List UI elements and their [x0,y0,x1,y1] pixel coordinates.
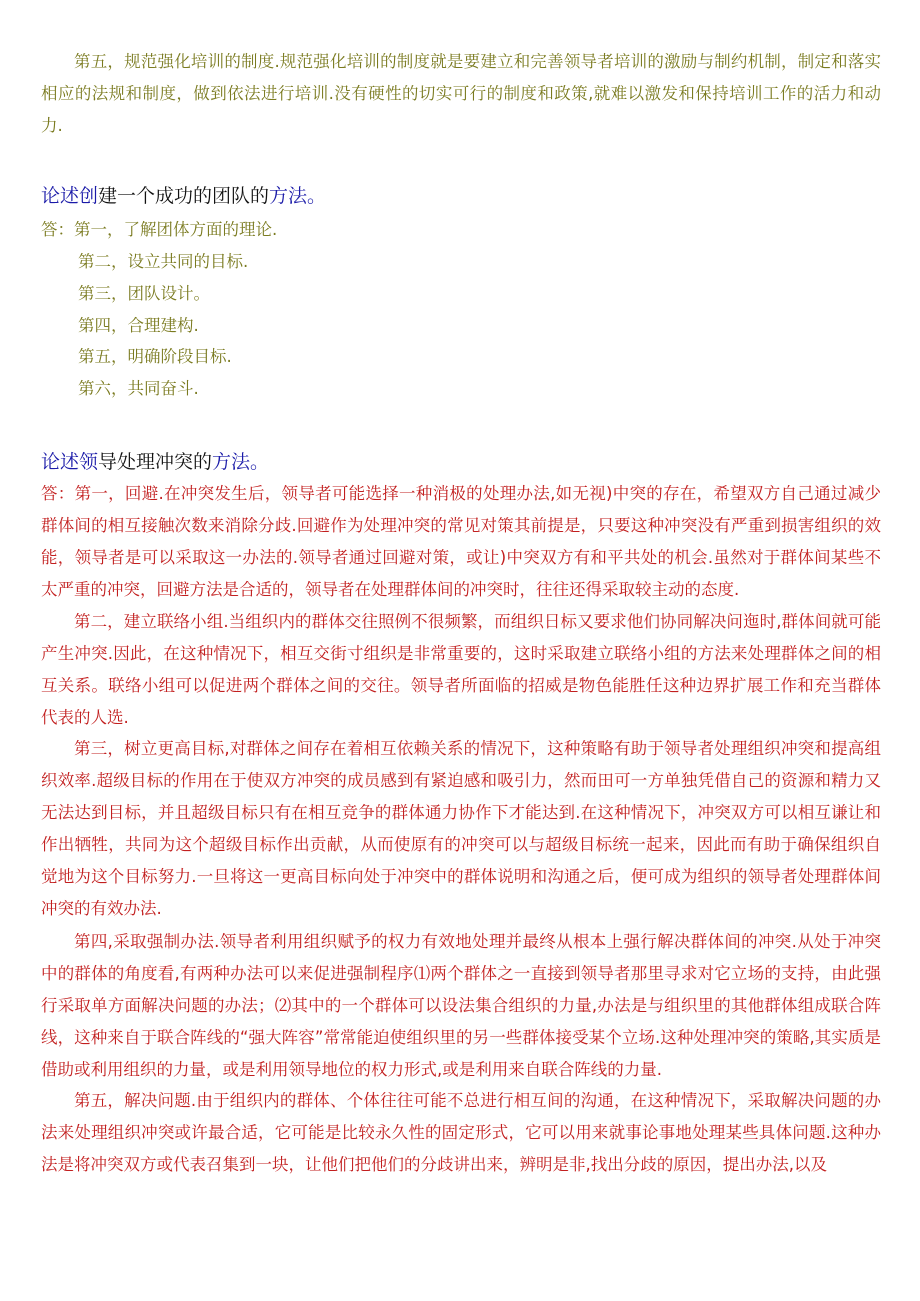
answer-paragraph: 第三，树立更高目标,对群体之间存在着相互依赖关系的情况下，这种策略有助于领导者处理组织冲突和提高组织效率.超级目标的作用在于使双方冲突的成员感到有紧迫感和吸引力，然而田可一方单独凭借自己的资源和精力又无法达到目标，并且超级目标只有在相互竞争的群体通力协作下才能达到.在这种情况下，冲突双方可以相互谦让和作出牺牲，共同为这个超级目标作出贡献，从而使原有的冲突可以与超级目标统一起来，因此而有助于确保组织自觉地为这个目标努力.一旦将这一更高目标向处于冲突中的群体说明和沟通之后，便可成为组织的领导者处理群体间冲突的有效办法. [41,739,881,918]
list-item: 第五，明确阶段目标. [78,347,232,366]
answer-paragraph: 答：第一，回避.在冲突发生后，领导者可能选择一种消极的处理办法,如无视)中突的存在，希望双方自己通过减少群体间的相互接触次数来消除分歧.回避作为处理冲突的常见对策其前提是，只要这种冲突没有严重到损害组织的效能，领导者是可以采取这一办法的.领导者通过回避对策，或让)中突双方有和平共处的机会.虽然对于群体间某些不太严重的冲突，回避方法是合适的，领导者在处理群体间的冲突时，往往还得采取较主动的态度. [41,484,881,599]
list-item: 第六，共同奋斗. [78,379,199,398]
answer-paragraph: 第五，解决问题.由于组织内的群体、个体往往可能不总进行相互间的沟通，在这种情况下，采取解决问题的办法来处理组织冲突或许最合适，它可能是比较永久性的固定形式，它可以用来就事论事地处理某些具体问题.这种办法是将冲突双方或代表召集到一块，让他们把他们的分歧讲出来，辨明是非,找出分歧的原因，提出办法,以及 [41,1091,881,1174]
list-item: 第二，设立共同的目标. [78,252,249,271]
heading-suffix: 方法。 [269,185,327,207]
heading-prefix: 论述创 [41,185,99,207]
heading-prefix: 论述领 [41,451,99,473]
list-item: 第三，团队设计。 [78,284,210,303]
answer-paragraph: 第二，建立联络小组.当组织内的群体交往照例不很频繁，而组织日标又要求他们协同解决问迤时,群体间就可能产生冲突.因此，在这种情况下，相互交街寸组织是非常重要的，这时采取建立联络小组的方法来处理群体之间的相互关系。联络小组可以促进两个群体之间的交往。领导者所面临的招威是物色能胜任这种边界扩展工作和充当群体代表的人选. [41,612,881,727]
list-item: 答：第一，了解团体方面的理论. [41,220,278,239]
answer-paragraph: 第四,采取强制办法.领导者利用组织赋予的权力有效地处理并最终从根本上强行解决群体间的冲突.从处于冲突中的群体的角度看,有两种办法可以来促进强制程序⑴两个群体之一直接到领导者那里寻求对它立场的支持，由此强行采取单方面解决问题的办法；⑵其中的一个群体可以设法集合组织的力量,办法是与组织里的其他群体组成联合阵线，这种来自于联合阵线的“强大阵容”常常能迫使组织里的另一些群体接受某个立场.这种处理冲突的策略,其实质是借助或利用组织的力量，或是利用领导地位的权力形式,或是利用来自联合阵线的力量. [41,932,881,1079]
list-item: 第四，合理建构. [78,316,199,335]
intro-paragraph: 第五，规范强化培训的制度.规范强化培训的制度就是要建立和完善领导者培训的激励与制约机制，制定和落实相应的法规和制度，做到依法进行培训.没有硬性的切实可行的制度和政策,就难以激发和保持培训工作的活力和动力. [41,52,881,135]
section-heading-team [41,182,326,210]
heading-suffix: 方法。 [212,451,270,473]
heading-middle: 建一个成功的团队的 [98,185,270,207]
section-heading-conflict [41,448,269,476]
heading-middle: 导处理冲突的 [98,451,213,473]
